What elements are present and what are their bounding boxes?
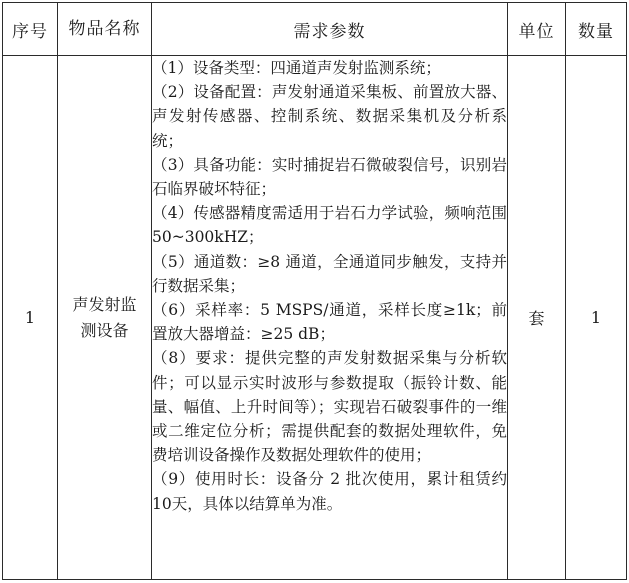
- param-device-type: （1）设备类型：四通道声发射监测系统；: [152, 59, 441, 77]
- table-header-row: [3, 3, 627, 56]
- cell-serial-number: 1: [3, 56, 58, 580]
- param-channel-count: （5）通道数：≥8 通道，全通道同步触发，支持并行数据采集；: [152, 252, 507, 295]
- header-serial-number: 序号: [3, 3, 58, 56]
- header-unit: 单位: [508, 3, 566, 56]
- param-functions: （3）具备功能：实时捕捉岩石微破裂信号，识别岩石临界破坏特征；: [152, 155, 507, 199]
- table-row: [3, 56, 627, 580]
- param-sensor-accuracy: （4）传感器精度需适用于岩石力学试验，频响范围 50~300kHZ；: [152, 204, 507, 247]
- param-software-requirements: （8）要求：提供完整的声发射数据采集与分析软件；可以显示实时波形与参数提取（振铃计数、能量、幅值、上升时间等）；实现岩石破裂事件的一维或二维定位分析；需提供配套的数据处理软件，免费培训设备操作及数据处理软件的使用；: [152, 349, 507, 465]
- param-usage-duration: （9）使用时长：设备分 2 批次使用，累计租赁约 10天，具体以结算单为准。: [152, 470, 507, 513]
- requirements-table: [2, 2, 627, 580]
- cell-unit: 套: [508, 56, 566, 580]
- header-item-name: 物品名称: [58, 3, 152, 56]
- cell-quantity: 1: [566, 56, 627, 580]
- header-requirement-params: 需求参数: [152, 3, 508, 56]
- cell-requirement-params: [152, 56, 508, 580]
- cell-item-name: 声发射监测设备: [58, 56, 152, 580]
- header-quantity: 数量: [566, 3, 627, 56]
- param-sampling-rate: （6）采样率：5 MSPS/通道，采样长度≥1k；前置放大器增益：≥25 dB；: [152, 301, 507, 344]
- param-device-config: （2）设备配置：声发射通道采集板、前置放大器、声发射传感器、控制系统、数据采集机及分析系统；: [152, 83, 507, 150]
